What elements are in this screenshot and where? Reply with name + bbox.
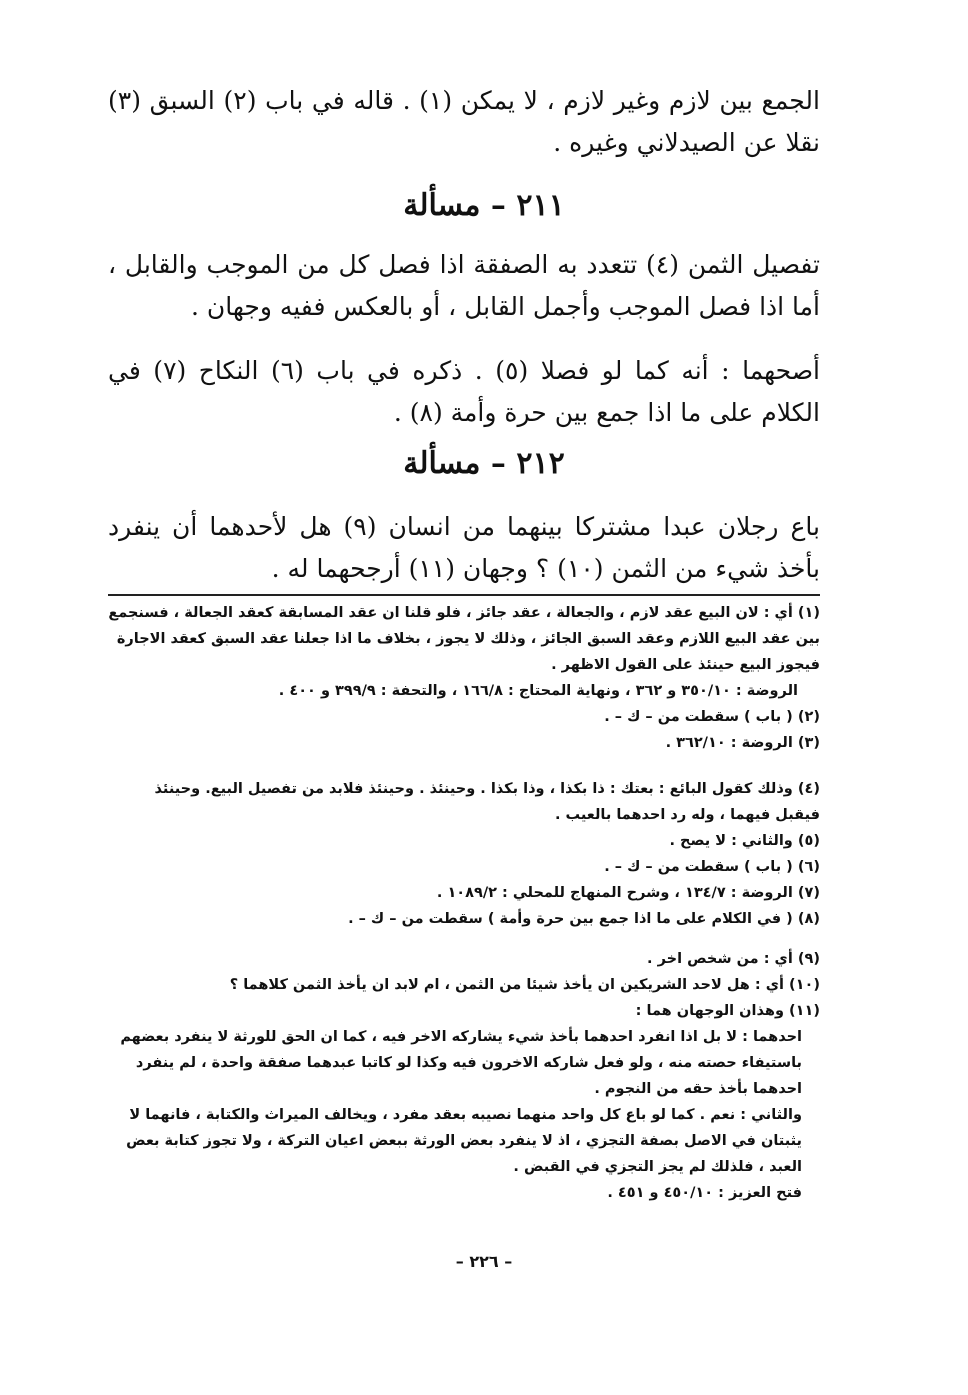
- section-heading-211: ٢١١ – مسألة: [403, 188, 565, 223]
- footnote-9: (٩) أي : من شخص اخر .: [647, 951, 820, 967]
- footnote-11: (١١) وهذان الوجهان هما :: [635, 1003, 820, 1019]
- footnote-11-reference: فتح العزيز : ٤٥٠/١٠ و ٤٥١ .: [607, 1185, 802, 1201]
- footnotes-group-1: [108, 600, 820, 756]
- top-paragraph: الجمع بين لازم وغير لازم ، لا يمكن (١) . قاله في باب (٢) السبق (٣) نقلا عن الصيدلاني وغيره .: [108, 86, 820, 157]
- footnote-11-first-view: احدهما : لا بل اذا انفرد احدهما بأخذ شيء يشاركه الاخر فيه ، كما ان الحق للورثة لا ينفرد بعضهم باستيفاء حصته منه ، ولو فعل شاركه الاخرون فيه وكذا لو كاتبا عبدهما صفقة واحدة ، لم ينفرد احدهما بأخذ حقه من النجوم .: [120, 1029, 802, 1097]
- footnote-11-second-view: والثاني : نعم . كما لو باع كل واحد منهما نصيبه بعقد مفرد ، ويخالف الميراث والكتابة ، فانهما لا يثبتان في الاصل بصفة التجزي ، اذ لا ينفرد بعض الورثة ببعض اعيان التركة ، ولا تجوز كتابة بعض العبد ، فلذلك لم يجز التجزي في القبض .: [126, 1107, 802, 1175]
- footnote-3: (٣) الروضة : ٣٦٢/١٠ .: [665, 735, 820, 751]
- footnote-8: (٨) ( في الكلام على ما اذا جمع بين حرة وأمة ) سقطت من – ك – .: [348, 911, 820, 927]
- footnotes-group-2: [108, 776, 820, 932]
- footnote-1-reference: الروضة : ٣٥٠/١٠ و ٣٦٢ ، ونهاية المحتاج : ١٦٦/٨ ، والتحفة : ٣٩٩/٩ و ٤٠٠ .: [278, 683, 798, 699]
- section-heading-212: ٢١٢ – مسألة: [403, 446, 565, 481]
- footnote-7: (٧) الروضة : ١٣٤/٧ ، وشرح المنهاج للمحلي : ١٠٨٩/٢ .: [436, 885, 820, 901]
- section-211-paragraph-1: تفصيل الثمن (٤) تتعدد به الصفقة اذا فصل كل من الموجب والقابل ، أما اذا فصل الموجب وأجمل القابل ، أو بالعكس ففيه وجهان .: [108, 250, 820, 321]
- footnote-1: (١) أي : لان البيع عقد لازم ، والجعالة ، عقد جائز ، فلو قلنا ان عقد المسابقة كعقد الجعالة ، فسنجمع بين عقد البيع اللازم وعقد السبق الجائز ، وذلك لا يجوز ، بخلاف ما اذا جعلنا عقد السبق كعقد الاجارة فيجوز البيع حينئذ على القول الاظهر .: [108, 605, 820, 673]
- footnote-separator: [108, 594, 820, 596]
- page-number: – ٢٢٦ –: [455, 1252, 513, 1271]
- footnote-4: (٤) وذلك كقول البائع : بعتك : ذا بكذا ، وذا بكذا . وحينئذ . وحينئذ فلابد من تفصيل البيع. وحينئذ فيقبل فيهما ، وله رد احدهما بالعيب .: [154, 781, 820, 823]
- footnote-10: (١٠) أي : هل لاحد الشريكين ان يأخذ شيئا من الثمن ، ام لابد ان يأخذ الثمن كلاهما ؟: [229, 977, 820, 993]
- footnote-5: (٥) والثاني : لا يصح .: [669, 833, 820, 849]
- footnote-2: (٢) ( باب ) سقطت من – ك – .: [604, 709, 820, 725]
- footnotes-group-3: [108, 946, 820, 1206]
- footnote-6: (٦) ( باب ) سقطت من – ك – .: [604, 859, 820, 875]
- section-212-paragraph-1: باع رجلان عبدا مشتركا بينهما من انسان (٩) هل لأحدهما أن ينفرد بأخذ شيء من الثمن (١٠) ؟ وجهان (١١) أرجحهما له .: [108, 512, 820, 583]
- section-211-paragraph-2: أصحهما : أنه كما لو فصلا (٥) . ذكره في باب (٦) النكاح (٧) في الكلام على ما اذا جمع بين حرة وأمة (٨) .: [108, 356, 820, 427]
